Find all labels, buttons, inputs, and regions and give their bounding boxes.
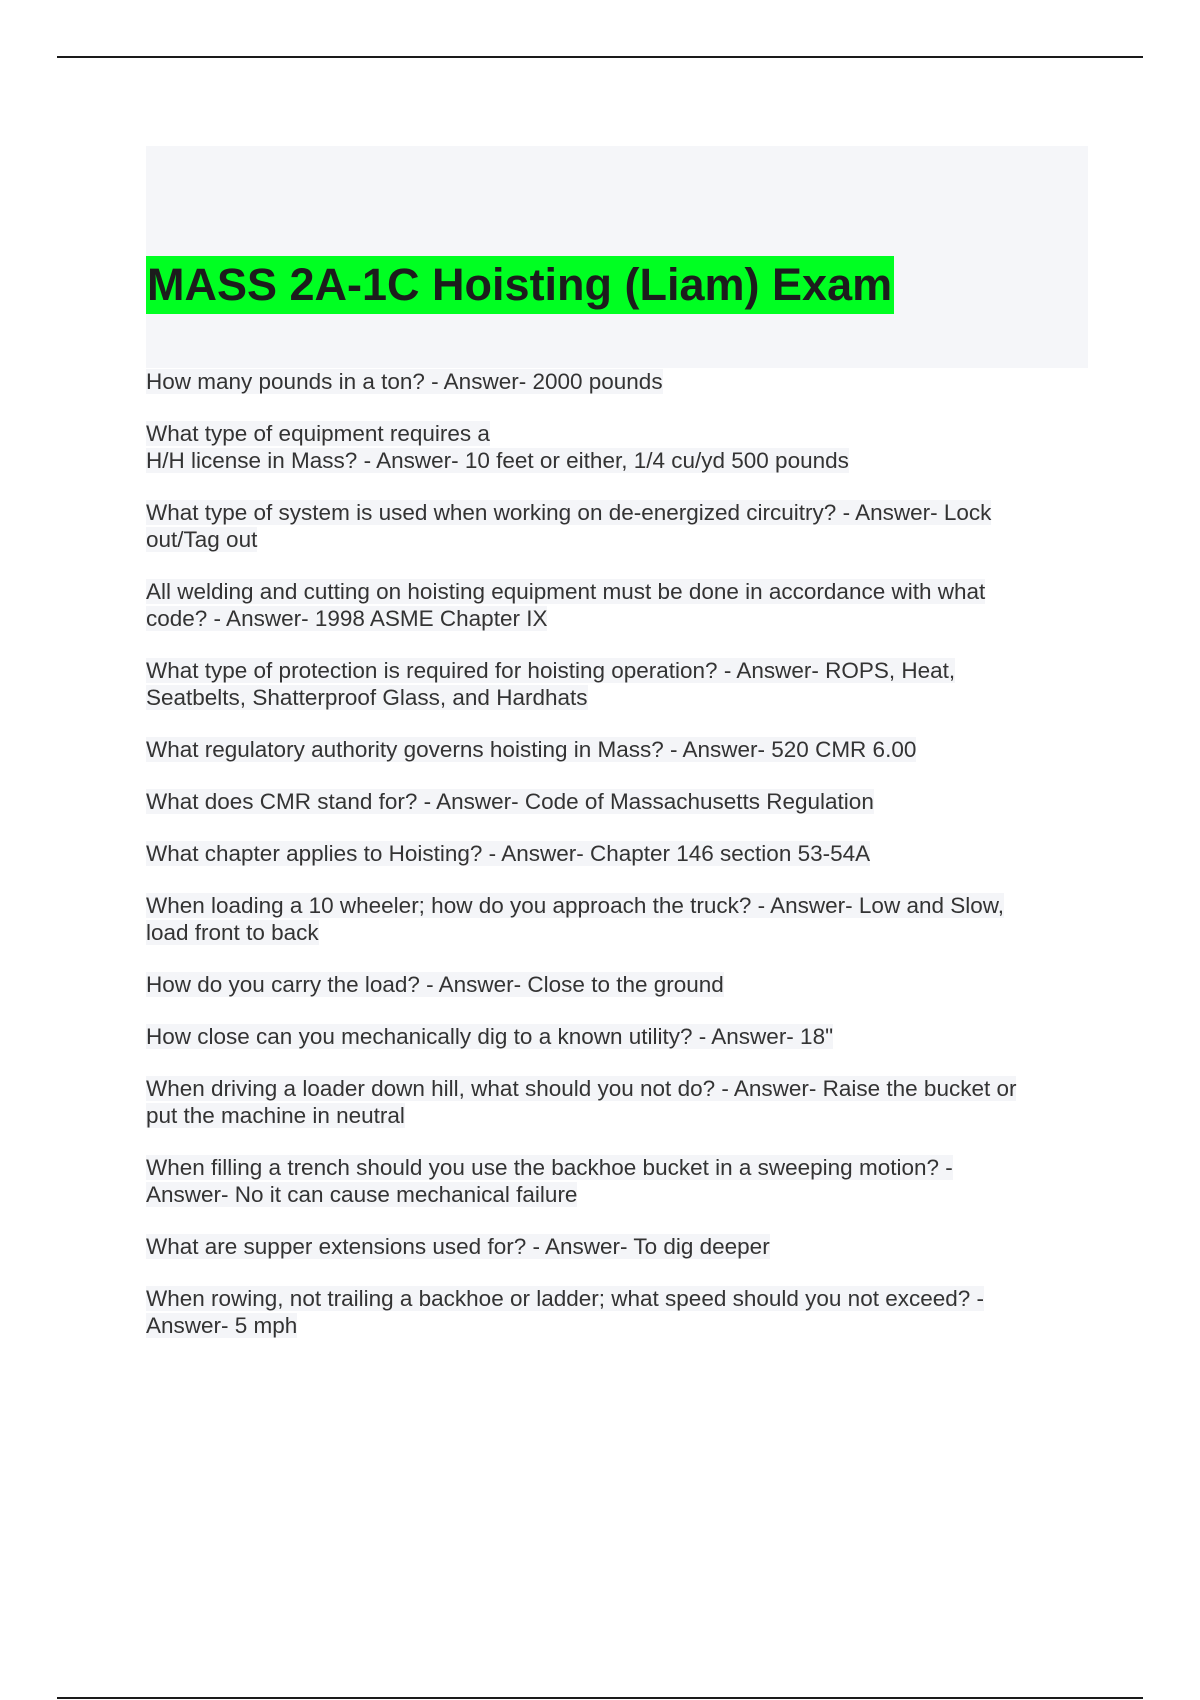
qa-item: [146, 1233, 1088, 1260]
qa-line: code? - Answer- 1998 ASME Chapter IX: [146, 606, 548, 631]
qa-line: When driving a loader down hill, what should you not do? - Answer- Raise the bucket or: [146, 1076, 1017, 1101]
qa-line: What type of equipment requires a: [146, 421, 490, 446]
qa-item: [146, 971, 1088, 998]
qa-item: [146, 1075, 1088, 1129]
qa-item: [146, 736, 1088, 763]
qa-line: Answer- 5 mph: [146, 1313, 298, 1338]
qa-item: [146, 892, 1088, 946]
qa-item: [146, 1154, 1088, 1208]
bottom-rule: [57, 1697, 1143, 1699]
qa-item: [146, 368, 1088, 395]
qa-list: [146, 368, 1088, 1339]
qa-line: What does CMR stand for? - Answer- Code of Massachusetts Regulation: [146, 789, 874, 814]
qa-item: [146, 1285, 1088, 1339]
top-rule: [57, 56, 1143, 58]
qa-line: What are supper extensions used for? - Answer- To dig deeper: [146, 1234, 770, 1259]
qa-item: [146, 657, 1088, 711]
qa-line: out/Tag out: [146, 527, 258, 552]
qa-item: [146, 499, 1088, 553]
qa-line: When loading a 10 wheeler; how do you approach the truck? - Answer- Low and Slow,: [146, 893, 1005, 918]
qa-line: put the machine in neutral: [146, 1103, 405, 1128]
qa-line: How many pounds in a ton? - Answer- 2000 pounds: [146, 369, 663, 394]
qa-line: What regulatory authority governs hoisting in Mass? - Answer- 520 CMR 6.00: [146, 737, 917, 762]
qa-line: When filling a trench should you use the backhoe bucket in a sweeping motion? -: [146, 1155, 953, 1180]
qa-line: What type of system is used when working on de-energized circuitry? - Answer- Lock: [146, 500, 992, 525]
qa-line: What chapter applies to Hoisting? - Answer- Chapter 146 section 53-54A: [146, 841, 871, 866]
qa-line: H/H license in Mass? - Answer- 10 feet or either, 1/4 cu/yd 500 pounds: [146, 448, 849, 473]
qa-item: [146, 840, 1088, 867]
qa-line: All welding and cutting on hoisting equipment must be done in accordance with what: [146, 579, 986, 604]
qa-item: [146, 1023, 1088, 1050]
qa-line: load front to back: [146, 920, 319, 945]
title-block: [146, 146, 1088, 368]
document-title: MASS 2A-1C Hoisting (Liam) Exam: [146, 256, 894, 314]
qa-line: How do you carry the load? - Answer- Close to the ground: [146, 972, 724, 997]
qa-item: [146, 578, 1088, 632]
qa-line: Seatbelts, Shatterproof Glass, and Hardhats: [146, 685, 588, 710]
qa-item: [146, 420, 1088, 474]
qa-line: Answer- No it can cause mechanical failure: [146, 1182, 578, 1207]
document-body: [146, 146, 1088, 1364]
qa-item: [146, 788, 1088, 815]
qa-line: When rowing, not trailing a backhoe or ladder; what speed should you not exceed? -: [146, 1286, 985, 1311]
qa-line: What type of protection is required for hoisting operation? - Answer- ROPS, Heat,: [146, 658, 956, 683]
qa-line: How close can you mechanically dig to a known utility? - Answer- 18": [146, 1024, 834, 1049]
